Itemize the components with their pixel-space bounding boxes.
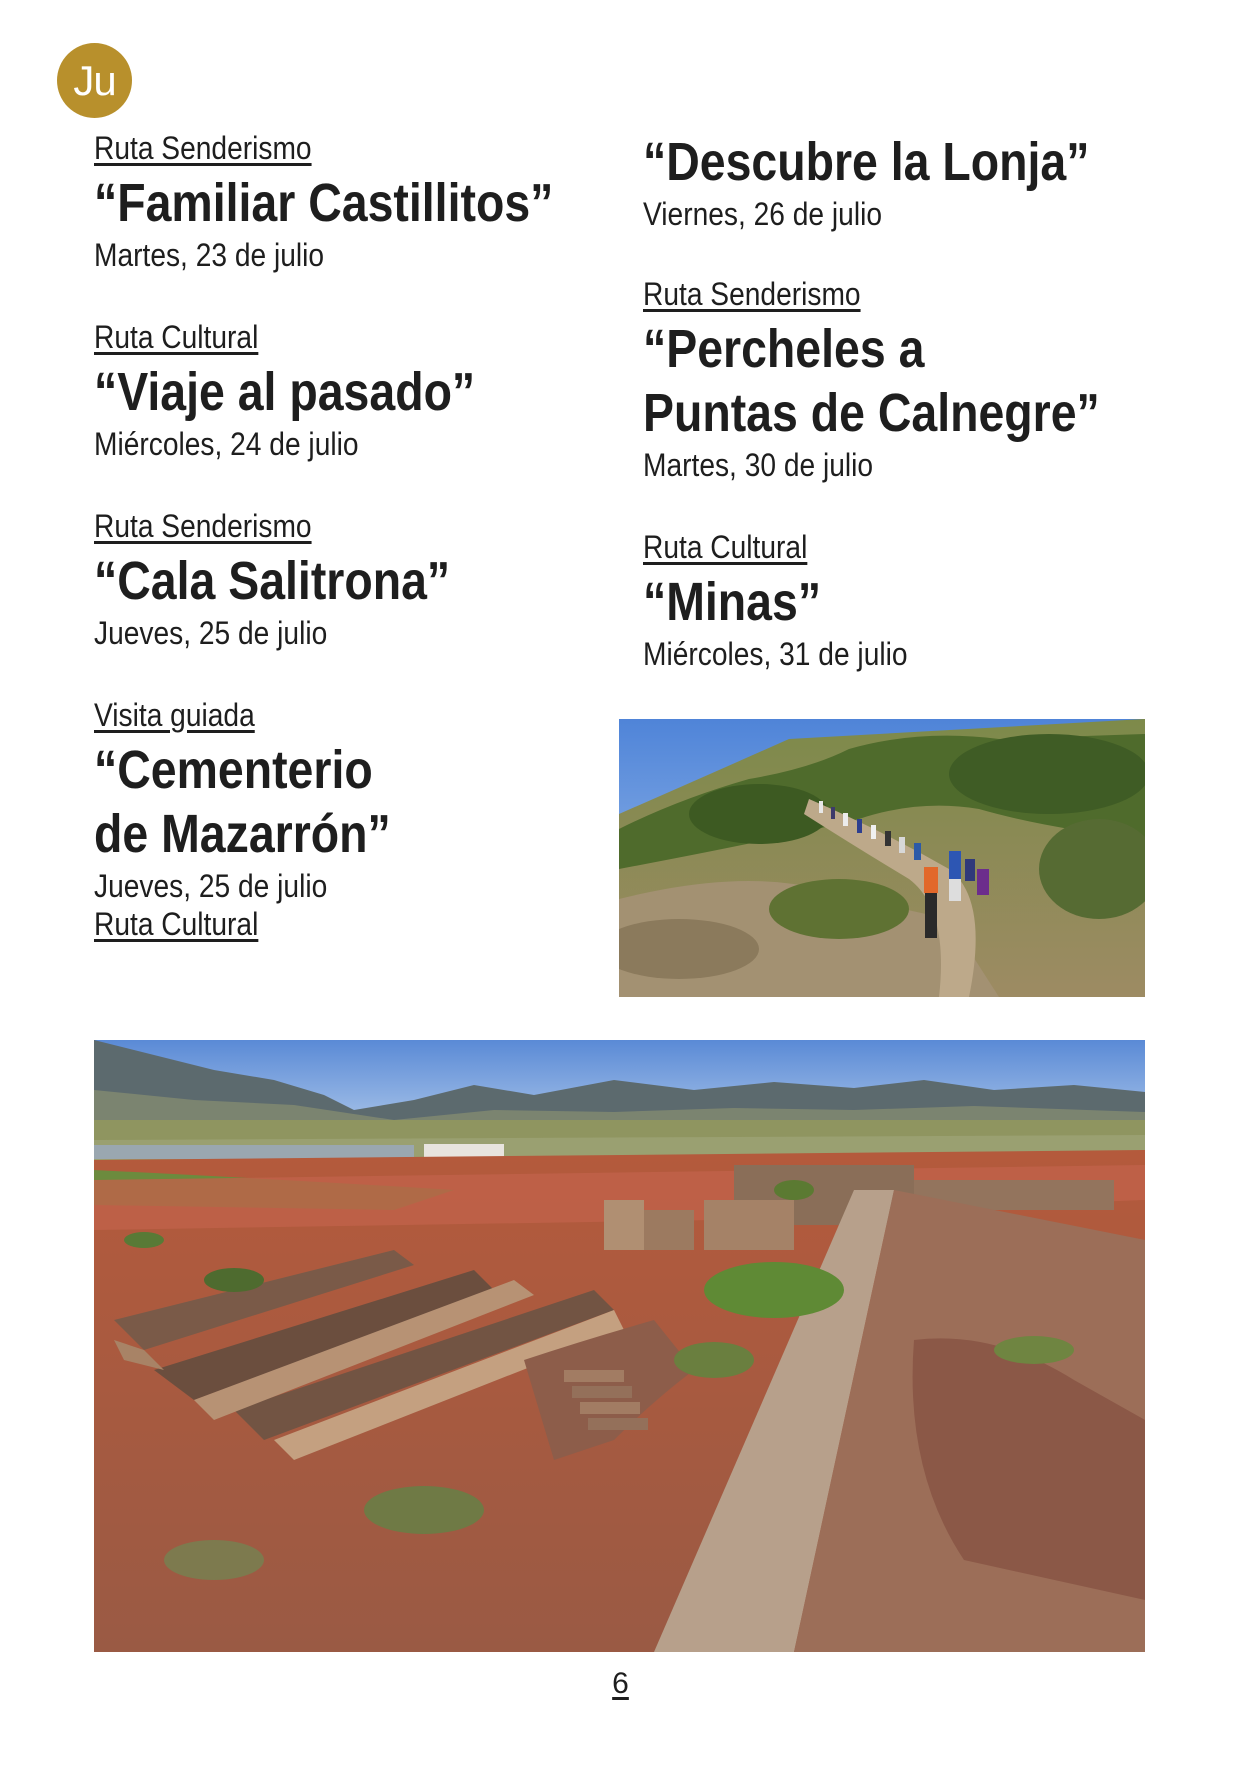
mines-ruins-illustration: [94, 1040, 1145, 1652]
event-percheles-calnegre: [643, 276, 1163, 485]
event-date: Miércoles, 31 de julio: [643, 636, 908, 672]
event-familiar-castillitos: [94, 130, 594, 275]
event-minas: [643, 529, 1163, 674]
event-date: Jueves, 25 de julio: [94, 615, 328, 651]
event-category: Ruta Cultural: [94, 319, 259, 355]
event-title: “Minas”: [643, 572, 822, 632]
event-descubre-la-lonja: [643, 130, 1163, 234]
event-date: Martes, 23 de julio: [94, 237, 325, 273]
hikers-photo-illustration: [619, 719, 1145, 997]
event-title: “Descubre la Lonja”: [643, 132, 1090, 192]
event-category-after: Ruta Cultural: [94, 906, 259, 942]
event-title-line1: “Cementerio: [94, 740, 373, 800]
event-title-line2: de Mazarrón”: [94, 804, 391, 864]
event-cala-salitrona: [94, 508, 594, 653]
event-category: Visita guiada: [94, 697, 255, 733]
right-column: [643, 130, 1163, 722]
event-category: Ruta Senderismo: [94, 130, 312, 166]
event-title-line1: “Percheles a: [643, 319, 925, 379]
event-title: “Familiar Castillitos”: [94, 173, 554, 233]
event-title: “Cala Salitrona”: [94, 551, 451, 611]
event-date: Viernes, 26 de julio: [643, 196, 883, 232]
month-badge: [57, 43, 132, 118]
hikers-photo: [619, 719, 1145, 997]
event-category: Ruta Cultural: [643, 529, 808, 565]
page-number: 6: [612, 1667, 629, 1700]
month-badge-text: Ju: [73, 56, 116, 104]
event-date: Miércoles, 24 de julio: [94, 426, 359, 462]
event-cementerio-mazarron: [94, 697, 594, 943]
event-date: Jueves, 25 de julio: [94, 868, 328, 904]
event-title: “Viaje al pasado”: [94, 362, 476, 422]
event-date: Martes, 30 de julio: [643, 447, 874, 483]
event-viaje-al-pasado: [94, 319, 594, 464]
event-title-line2: Puntas de Calnegre”: [643, 383, 1100, 443]
event-category: Ruta Senderismo: [643, 276, 861, 312]
event-category: Ruta Senderismo: [94, 508, 312, 544]
mines-ruins-photo: [94, 1040, 1145, 1652]
left-column: [94, 130, 594, 991]
